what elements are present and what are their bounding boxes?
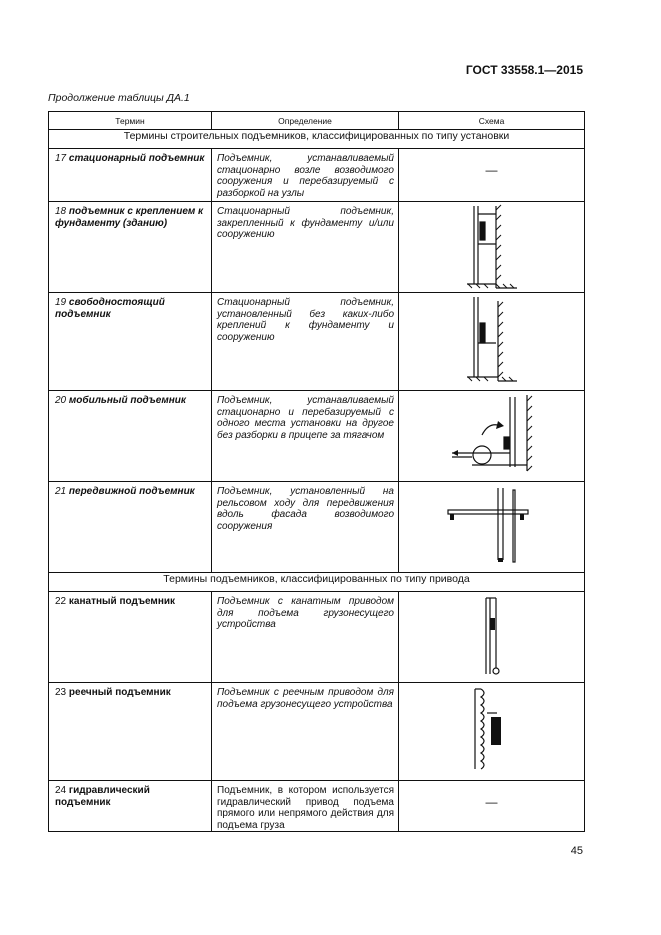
rail-lift-diagram-icon	[442, 482, 542, 568]
term-name: мобильный подъемник	[68, 395, 186, 406]
schema-cell	[399, 592, 585, 683]
term-number: 24	[55, 785, 67, 796]
term-number: 17	[55, 153, 67, 164]
term-number: 23	[55, 687, 67, 698]
schema-cell	[399, 149, 585, 202]
rack-lift-diagram-icon	[467, 683, 517, 775]
document-code: ГОСТ 33558.1—2015	[465, 63, 583, 77]
term-cell	[49, 683, 212, 781]
definition-cell: Стационарный подъемник, закрепленный к фундаменту и/или сооружению	[212, 202, 399, 293]
section-title: Термины строительных подъемников, классифицированных по типу установки	[49, 130, 585, 149]
term-number: 21	[55, 486, 67, 497]
column-header-schema: Схема	[399, 112, 585, 130]
term-name: гидравлический подъемник	[55, 785, 150, 808]
definition-cell: Подъемник, установленный на рельсовом ходу для передвижения вдоль фасада возводимого сооружения	[212, 482, 399, 573]
table-row	[49, 683, 585, 781]
table-row	[49, 202, 585, 293]
schema-cell	[399, 202, 585, 293]
section-title: Термины подъемников, классифицированных по типу привода	[49, 573, 585, 592]
table-row	[49, 781, 585, 832]
section-row	[49, 130, 585, 149]
definition-cell: Подъемник с канатным приводом для подъема грузонесущего устройства	[212, 592, 399, 683]
term-cell	[49, 391, 212, 482]
term-cell	[49, 482, 212, 573]
definition-cell: Подъемник, в котором используется гидравлический привод подъема прямого или непрямого действия для подъема груза	[212, 781, 399, 832]
fixed-lift-diagram-icon	[462, 202, 522, 290]
column-header-term: Термин	[49, 112, 212, 130]
definition-cell: Подъемник, устанавливаемый стационарно возле возводимого сооружения и перебазируемый с разборкой на узлы	[212, 149, 399, 202]
table-row	[49, 293, 585, 391]
term-name: стационарный подъемник	[68, 153, 205, 164]
table-row	[49, 592, 585, 683]
definition-cell: Подъемник с реечным приводом для подъема грузонесущего устройства	[212, 683, 399, 781]
term-number: 19	[55, 297, 67, 308]
mobile-lift-diagram-icon	[442, 391, 542, 477]
schema-cell	[399, 781, 585, 832]
table-header-row	[49, 112, 585, 130]
term-name: реечный подъемник	[68, 687, 171, 698]
rope-lift-diagram-icon	[472, 592, 512, 678]
term-cell	[49, 293, 212, 391]
term-number: 20	[55, 395, 67, 406]
term-cell	[49, 149, 212, 202]
term-number: 22	[55, 596, 67, 607]
term-name: канатный подъемник	[68, 596, 176, 607]
schema-cell	[399, 683, 585, 781]
freestanding-lift-diagram-icon	[462, 293, 522, 385]
term-name: передвижной подъемник	[68, 486, 195, 497]
term-number: 18	[55, 206, 67, 217]
table-continuation-caption: Продолжение таблицы ДА.1	[48, 92, 190, 104]
table-row	[49, 149, 585, 202]
page-number: 45	[570, 845, 583, 857]
definition-cell: Подъемник, устанавливаемый стационарно и перебазируемый с одного места установки на другое без разборки в прицепе за тягачом	[212, 391, 399, 482]
schema-dash: —	[485, 163, 498, 177]
term-cell	[49, 592, 212, 683]
term-cell	[49, 202, 212, 293]
table-row	[49, 391, 585, 482]
schema-dash: —	[485, 795, 498, 809]
schema-cell	[399, 391, 585, 482]
term-name: свободностоящий подъемник	[55, 297, 165, 320]
term-name: подъемник с креплением к фундаменту (зданию)	[55, 206, 204, 229]
column-header-definition: Определение	[212, 112, 399, 130]
schema-cell	[399, 482, 585, 573]
schema-cell	[399, 293, 585, 391]
definition-cell: Стационарный подъемник, установленный без каких-либо креплений к фундаменту и сооружению	[212, 293, 399, 391]
section-row	[49, 573, 585, 592]
term-cell	[49, 781, 212, 832]
terms-table	[48, 111, 585, 832]
table-row	[49, 482, 585, 573]
